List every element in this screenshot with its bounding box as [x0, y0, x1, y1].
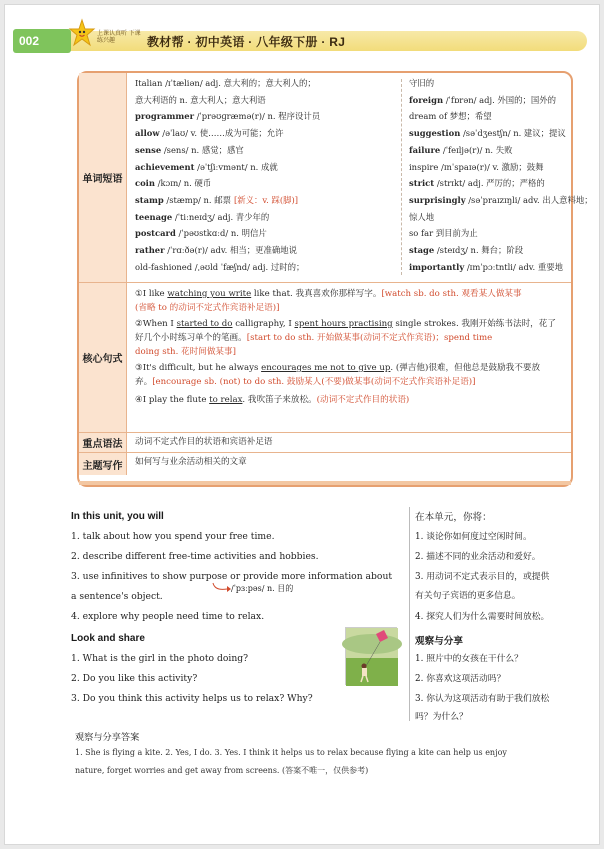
- vocab-definition: 守旧的: [409, 78, 435, 88]
- s2-text-d: 好几个小时练习单个的笔画。: [135, 333, 247, 343]
- vocab-headword: suggestion: [409, 128, 461, 139]
- theme-cell: [131, 453, 571, 475]
- header-tagline: 上课认真听 下课练兴趣: [97, 31, 141, 44]
- vocab-definition: /ˈrɑːðə(r)/ adv. 相当；更准确地说: [164, 245, 297, 255]
- s4-text: ④I play the flute: [135, 395, 210, 405]
- s4-underline: to relax: [209, 395, 243, 405]
- vocab-entry-right-7: [409, 195, 593, 205]
- theme-text: 如何写与业余活动相关的文章: [135, 457, 247, 467]
- vocab-headword: stamp: [135, 194, 164, 205]
- vocab-headword: strict: [409, 178, 435, 189]
- star-mascot-icon: [69, 19, 95, 51]
- vocab-entry-right-5: [409, 162, 543, 172]
- goal-3-cont: a sentence's object.: [71, 591, 163, 602]
- cn-goal-4: 4. 探究人们为什么需要时间放松。: [415, 612, 550, 622]
- sentence-3: [135, 361, 569, 389]
- vocab-definition: /ˈfeɪljə(r)/ n. 失败: [440, 144, 513, 155]
- sentence-1: [135, 287, 569, 315]
- vocab-definition: /steɪdʒ/ n. 舞台；阶段: [434, 245, 524, 255]
- vocab-divider: [401, 79, 402, 275]
- vocab-entry-left-1: [135, 95, 266, 105]
- vocab-definition: /əˈtʃiːvmənt/ n. 成就: [194, 161, 278, 172]
- vocab-entry-right-0: [409, 78, 434, 88]
- vocab-entry-right-10: [409, 245, 523, 255]
- grammar-label: 重点语法: [79, 433, 127, 452]
- s4-note: (动词不定式作目的状语): [316, 395, 410, 405]
- vocab-entry-left-11: [135, 262, 304, 272]
- s3-text-b: . (弹吉他)很难，但他总是鼓励我不要放: [390, 363, 541, 373]
- vocab-note: [新义：v. 踩(脚)]: [234, 194, 299, 205]
- vocab-headword: failure: [409, 144, 441, 155]
- s1-underline: watching you write: [167, 289, 252, 299]
- theme-label: 主题写作: [79, 453, 127, 475]
- vocab-entry-right-11: [409, 262, 563, 272]
- goal-3: 3. use infinitives to show purpose or provide more information about: [71, 571, 393, 582]
- vocab-headword: allow: [135, 128, 160, 139]
- vocab-entry-left-4: [135, 145, 244, 155]
- vocab-label: 单词短语: [79, 73, 127, 282]
- cn-goal-3: 3. 用动词不定式表示目的，或提供: [415, 572, 550, 582]
- sentence-4: [135, 393, 569, 407]
- vocab-entry-left-0: [135, 78, 316, 88]
- s2-note-2: doing sth. 花时间做某事]: [135, 347, 236, 357]
- sentence-2: [135, 317, 569, 359]
- goal-1: 1. talk about how you spend your free time.: [71, 531, 275, 542]
- s2-text: ②When I: [135, 319, 177, 329]
- vocab-entry-left-9: [135, 228, 267, 238]
- look-q3: 3. Do you think this activity helps us to relax? Why?: [71, 693, 313, 704]
- vocab-definition: /ˈpəʊstkɑːd/ n. 明信片: [175, 228, 267, 239]
- s2-text-b: calligraphy, I: [232, 319, 295, 329]
- sentences-label: 核心句式: [79, 283, 127, 432]
- vocab-entry-right-8: [409, 212, 434, 222]
- grammar-row: [79, 433, 571, 453]
- vocab-row: [79, 73, 593, 283]
- s1-text-b: like that. 我真喜欢你那样写字。: [251, 289, 382, 299]
- s2-note: [start to do sth. 开始做某事(动词不定式作宾语)；spend time: [246, 333, 493, 343]
- s1-note-2: (省略 to 的动词不定式作宾语补足语)]: [135, 303, 280, 313]
- vocab-headword: sense: [135, 144, 162, 155]
- goal-2: 2. describe different free-time activities and hobbies.: [71, 551, 319, 562]
- vocab-headword: stage: [409, 245, 435, 255]
- cn-share-2: 2. 你喜欢这项活动吗？: [415, 674, 506, 684]
- cn-goal-2: 2. 描述不同的业余活动和爱好。: [415, 552, 541, 562]
- vocab-definition: old-fashioned /ˌəʊld ˈfæʃnd/ adj. 过时的；: [135, 261, 305, 272]
- vocab-definition: 意大利语的 n. 意大利人；意大利语: [135, 94, 266, 105]
- vocab-entry-right-1: [409, 95, 556, 105]
- vocab-definition: /sens/ n. 感觉；感官: [161, 144, 244, 155]
- sentences-cell: [131, 283, 571, 432]
- s1-text: ①I like: [135, 289, 168, 299]
- cn-goal-1: 1. 谈论你如何度过空闲时间。: [415, 532, 532, 542]
- s4-text-b: . 我吹笛子来放松。: [242, 395, 317, 405]
- vocab-headword: teenage: [135, 211, 173, 222]
- cn-share-1: 1. 照片中的女孩在干什么？: [415, 654, 523, 664]
- vocab-definition: Italian /ɪˈtæliən/ adj. 意大利的；意大利人的；: [135, 78, 316, 88]
- vocab-entry-left-2: [135, 111, 320, 121]
- vocab-definition: /ˈfɒrən/ adj. 外国的；国外的: [443, 94, 557, 105]
- vocab-headword: foreign: [409, 94, 444, 105]
- vocab-headword: surprisingly: [409, 194, 466, 205]
- grammar-cell: [131, 433, 571, 452]
- answers-line-2: nature, forget worries and get away from screens. (答案不唯一，仅供参考): [75, 766, 369, 775]
- cn-share-3: 3. 你认为这项活动有助于我们放松: [415, 694, 550, 704]
- look-q2: 2. Do you like this activity?: [71, 673, 198, 684]
- vocab-definition: /ˈtiːneɪdʒ/ adj. 青少年的: [172, 211, 270, 222]
- s1-note: [watch sb. do sth. 观看某人做某事: [381, 289, 522, 299]
- vocab-entry-right-9: [409, 228, 478, 238]
- vocab-definition: /kɔɪn/ n. 硬币: [154, 178, 212, 189]
- vocab-definition: /ɪmˈpɔːtntli/ adv. 重要地: [464, 261, 563, 272]
- vocab-entry-right-4: [409, 145, 512, 155]
- goal-4: 4. explore why people need time to relax.: [71, 611, 265, 622]
- vocab-definition: /səˈdʒestʃn/ n. 建议；提议: [460, 128, 566, 139]
- s2-underline-1: started to do: [176, 319, 233, 329]
- vocab-entry-left-3: [135, 128, 284, 138]
- cn-goal-3-cont: 有关句子宾语的更多信息。: [415, 591, 521, 601]
- vocab-definition: /əˈlaʊ/ v. 使……成为可能；允许: [159, 128, 284, 139]
- vocab-definition: /ˈprəʊɡræmə(r)/ n. 程序设计员: [194, 111, 321, 122]
- vocab-entry-left-5: [135, 162, 278, 172]
- sentences-row: [79, 283, 571, 433]
- vocab-headword: programmer: [135, 111, 195, 122]
- vocab-entry-right-6: [409, 178, 545, 188]
- vocab-definition: /strɪkt/ adj. 严厉的；严格的: [434, 178, 545, 189]
- vocab-entry-right-3: [409, 128, 566, 138]
- vocab-definition: /stæmp/ n. 邮票: [163, 194, 232, 205]
- unit-overview-table: [77, 71, 593, 487]
- column-divider: [409, 507, 410, 721]
- page-header: [5, 27, 601, 53]
- vocab-headword: coin: [135, 178, 155, 189]
- vocab-definition: 惊人地: [409, 211, 435, 222]
- grammar-text: 动词不定式作目的状语和宾语补足语: [135, 437, 273, 447]
- purpose-arrow-icon: [211, 581, 231, 595]
- s3-underline: encourages me not to give up: [261, 363, 391, 373]
- cn-share-3-cont: 吗？为什么？: [415, 712, 468, 722]
- vocab-entry-left-10: [135, 245, 297, 255]
- vocab-headword: achievement: [135, 161, 195, 172]
- page-number: 002: [13, 29, 71, 53]
- vocab-entry-left-8: [135, 212, 269, 222]
- s3-text: ③It's difficult, but he always: [135, 363, 262, 373]
- answers-line-1: 1. She is flying a kite. 2. Yes, I do. 3. Yes. I think it helps us to relax because flying a kite can help us enjoy: [75, 748, 507, 757]
- unit-goals-heading: In this unit, you will: [71, 511, 164, 522]
- purpose-note: /ˈpɜːpəs/ n. 目的: [231, 584, 294, 593]
- vocab-headword: rather: [135, 245, 165, 255]
- header-title: 教材帮 · 初中英语 · 八年级下册 · RJ: [147, 35, 346, 49]
- s3-note: [encourage sb. (not) to do sth. 鼓励某人(不要)做某事(动词不定式作宾语补足语)]: [152, 377, 476, 387]
- s2-underline-2: spent hours practising: [294, 319, 393, 329]
- look-q1: 1. What is the girl in the photo doing?: [71, 653, 249, 664]
- vocab-definition: inspire /ɪnˈspaɪə(r)/ v. 激励；鼓舞: [409, 161, 544, 172]
- vocab-entry-left-7: [135, 195, 298, 205]
- cn-goals-heading: 在本单元，你将：: [415, 512, 492, 523]
- vocab-entry-right-2: [409, 111, 492, 121]
- look-share-heading: Look and share: [71, 633, 145, 644]
- vocab-cell: [131, 73, 593, 282]
- theme-row: [79, 453, 571, 475]
- vocab-headword: postcard: [135, 228, 176, 239]
- s3-text-c: 弃。: [135, 377, 153, 387]
- vocab-definition: dream of 梦想；希望: [409, 111, 492, 122]
- girl-flying-kite-photo: [345, 627, 397, 685]
- vocab-definition: so far 到目前为止: [409, 228, 478, 239]
- cn-share-heading: 观察与分享: [415, 636, 463, 647]
- vocab-entry-left-6: [135, 178, 211, 188]
- kite-photo-illustration: [346, 628, 398, 686]
- answers-heading: 观察与分享答案: [75, 732, 140, 742]
- vocab-definition: /səˈpraɪzɪŋli/ adv. 出人意料地；: [465, 194, 593, 205]
- textbook-page: [4, 4, 600, 845]
- vocab-headword: importantly: [409, 261, 465, 272]
- s2-text-c: single strokes. 我刚开始练书法时，花了: [392, 319, 556, 329]
